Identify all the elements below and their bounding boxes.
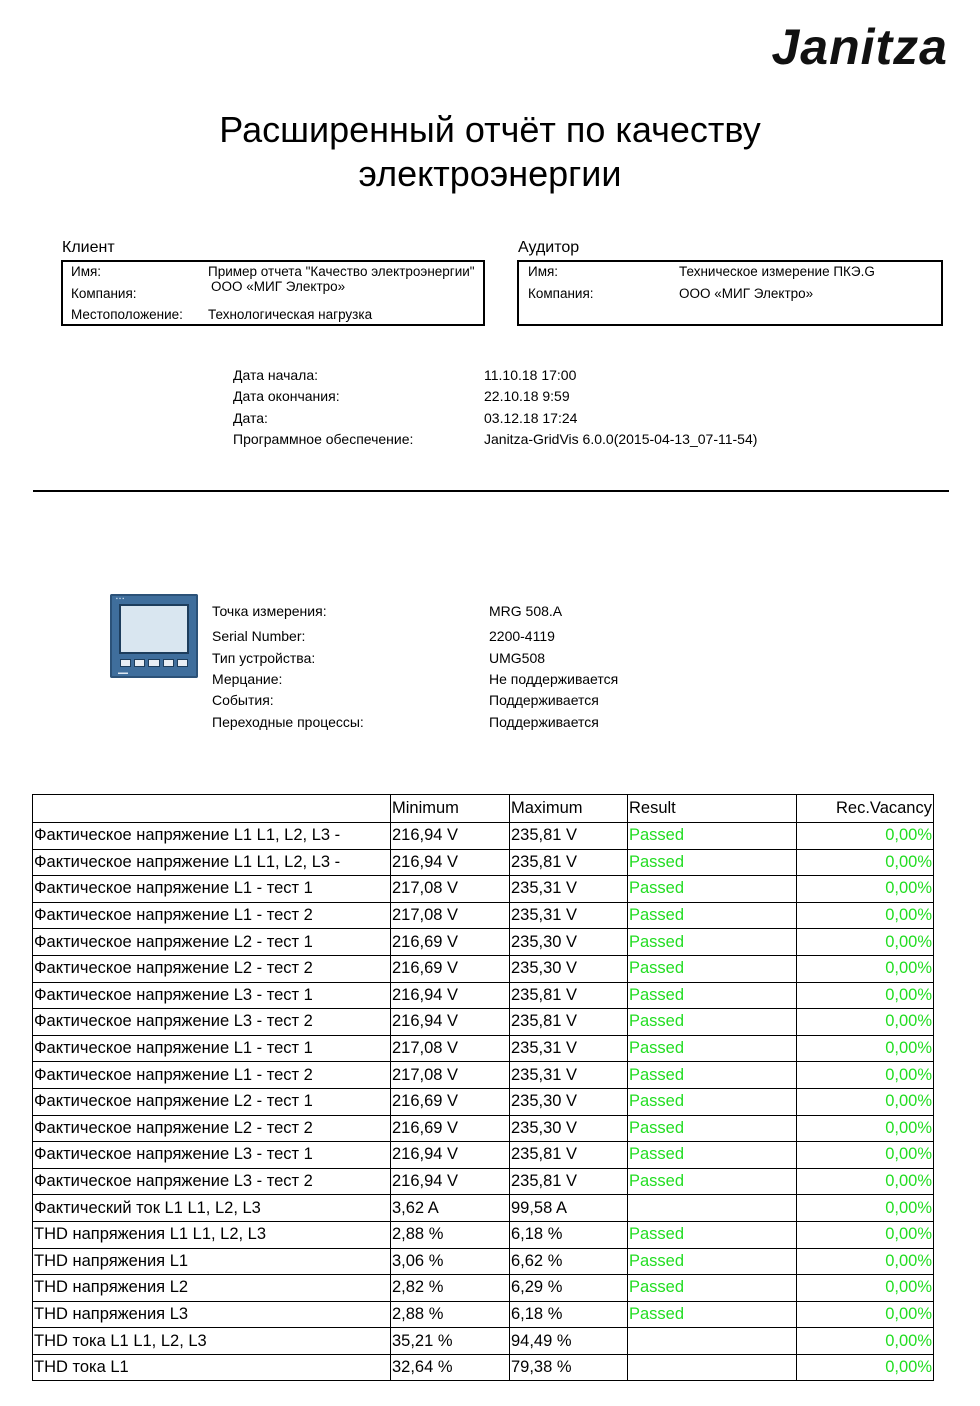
row-maximum: 235,30 V — [510, 1115, 628, 1142]
row-minimum: 32,64 % — [391, 1354, 510, 1381]
client-box — [61, 260, 485, 326]
row-result: Passed — [628, 1275, 797, 1302]
row-minimum: 216,94 V — [391, 982, 510, 1009]
row-minimum: 216,69 V — [391, 955, 510, 982]
row-result: Passed — [628, 955, 797, 982]
software-label: Программное обеспечение: — [233, 431, 414, 447]
measurement-point-label: Точка измерения: — [212, 603, 327, 619]
row-minimum: 35,21 % — [391, 1328, 510, 1355]
row-minimum: 3,62 A — [391, 1195, 510, 1222]
janitza-logo: Janitza — [771, 19, 948, 75]
row-parameter: THD напряжения L2 — [33, 1275, 391, 1302]
device-type-label: Тип устройства: — [212, 650, 316, 666]
row-result: Passed — [628, 982, 797, 1009]
row-maximum: 79,38 % — [510, 1354, 628, 1381]
row-result: Passed — [628, 1301, 797, 1328]
client-location-value: Технологическая нагрузка — [208, 307, 373, 322]
row-result: Passed — [628, 902, 797, 929]
row-result: Passed — [628, 1168, 797, 1195]
serial-number-value: 2200-4119 — [489, 628, 555, 644]
client-location-label: Местоположение: — [71, 307, 183, 322]
row-rec-vacancy: 0,00% — [797, 1275, 934, 1302]
row-minimum: 3,06 % — [391, 1248, 510, 1275]
transients-value: Поддерживается — [489, 714, 599, 730]
client-company-label: Компания: — [71, 286, 137, 301]
row-parameter: Фактическое напряжение L1 - тест 1 — [33, 876, 391, 903]
row-maximum: 6,29 % — [510, 1275, 628, 1302]
device-image — [110, 594, 198, 678]
row-rec-vacancy: 0,00% — [797, 955, 934, 982]
row-result: Passed — [628, 1142, 797, 1169]
row-maximum: 235,31 V — [510, 902, 628, 929]
row-minimum: 2,88 % — [391, 1221, 510, 1248]
row-rec-vacancy: 0,00% — [797, 1168, 934, 1195]
row-parameter: Фактическое напряжение L3 - тест 2 — [33, 1168, 391, 1195]
row-maximum: 235,30 V — [510, 929, 628, 956]
report-date-value: 03.12.18 17:24 — [484, 410, 578, 426]
report-date-label: Дата: — [233, 410, 268, 426]
events-value: Поддерживается — [489, 692, 599, 708]
row-parameter: Фактическое напряжение L1 - тест 1 — [33, 1035, 391, 1062]
table-row — [33, 1035, 934, 1062]
table-row — [33, 1328, 934, 1355]
row-minimum: 216,94 V — [391, 1168, 510, 1195]
row-maximum: 235,81 V — [510, 1168, 628, 1195]
table-header-row — [33, 795, 934, 823]
table-row — [33, 1195, 934, 1222]
divider — [33, 490, 949, 492]
row-rec-vacancy: 0,00% — [797, 1301, 934, 1328]
row-minimum: 216,94 V — [391, 849, 510, 876]
row-result: Passed — [628, 929, 797, 956]
row-minimum: 216,94 V — [391, 823, 510, 850]
row-maximum: 6,18 % — [510, 1301, 628, 1328]
row-maximum: 6,62 % — [510, 1248, 628, 1275]
auditor-section-label: Аудитор — [518, 239, 580, 256]
row-parameter: Фактическое напряжение L2 - тест 1 — [33, 1088, 391, 1115]
row-minimum: 217,08 V — [391, 876, 510, 903]
measurement-point-value: MRG 508.A — [489, 603, 563, 619]
table-row — [33, 902, 934, 929]
row-result: Passed — [628, 823, 797, 850]
auditor-box — [517, 260, 943, 326]
row-result: Passed — [628, 876, 797, 903]
row-maximum: 235,31 V — [510, 1035, 628, 1062]
table-row — [33, 1248, 934, 1275]
row-maximum: 235,81 V — [510, 982, 628, 1009]
row-parameter: Фактическое напряжение L2 - тест 2 — [33, 955, 391, 982]
row-maximum: 235,30 V — [510, 1088, 628, 1115]
table-row — [33, 876, 934, 903]
flicker-label: Мерцание: — [212, 671, 283, 687]
device-buttons — [120, 659, 188, 667]
start-date-value: 11.10.18 17:00 — [484, 367, 577, 383]
table-row — [33, 955, 934, 982]
results-table — [32, 794, 934, 1381]
row-result: Passed — [628, 1088, 797, 1115]
row-result: Passed — [628, 1248, 797, 1275]
row-maximum: 235,31 V — [510, 1062, 628, 1089]
flicker-value: Не поддерживается — [489, 671, 619, 687]
report-title-line2: электроэнергии — [358, 153, 622, 194]
row-minimum: 216,69 V — [391, 1088, 510, 1115]
row-rec-vacancy: 0,00% — [797, 1062, 934, 1089]
table-row — [33, 849, 934, 876]
row-parameter: Фактическое напряжение L1 L1, L2, L3 - — [33, 823, 391, 850]
row-maximum: 99,58 A — [510, 1195, 628, 1222]
table-row — [33, 1062, 934, 1089]
row-parameter: THD напряжения L1 L1, L2, L3 — [33, 1221, 391, 1248]
row-result — [628, 1195, 797, 1222]
table-row — [33, 823, 934, 850]
row-parameter: THD тока L1 L1, L2, L3 — [33, 1328, 391, 1355]
row-rec-vacancy: 0,00% — [797, 1009, 934, 1036]
row-rec-vacancy: 0,00% — [797, 1035, 934, 1062]
row-result — [628, 1328, 797, 1355]
report-title-line1: Расширенный отчёт по качеству — [219, 109, 761, 150]
row-rec-vacancy: 0,00% — [797, 1248, 934, 1275]
row-parameter: Фактический ток L1 L1, L2, L3 — [33, 1195, 391, 1222]
client-company-value: ООО «МИГ Электро» — [211, 279, 346, 294]
row-parameter: THD напряжения L1 — [33, 1248, 391, 1275]
table-row — [33, 1115, 934, 1142]
row-minimum: 2,88 % — [391, 1301, 510, 1328]
row-rec-vacancy: 0,00% — [797, 982, 934, 1009]
header-minimum: Minimum — [391, 795, 510, 823]
row-result: Passed — [628, 1009, 797, 1036]
table-row — [33, 982, 934, 1009]
row-maximum: 235,81 V — [510, 1142, 628, 1169]
row-parameter: Фактическое напряжение L3 - тест 1 — [33, 982, 391, 1009]
row-parameter: Фактическое напряжение L1 - тест 2 — [33, 1062, 391, 1089]
row-result — [628, 1354, 797, 1381]
row-rec-vacancy: 0,00% — [797, 823, 934, 850]
row-maximum: 6,18 % — [510, 1221, 628, 1248]
row-rec-vacancy: 0,00% — [797, 1115, 934, 1142]
start-date-label: Дата начала: — [233, 367, 319, 383]
row-rec-vacancy: 0,00% — [797, 902, 934, 929]
auditor-name-value: Техническое измерение ПКЭ.G — [679, 264, 875, 279]
row-parameter: Фактическое напряжение L3 - тест 1 — [33, 1142, 391, 1169]
row-minimum: 216,69 V — [391, 929, 510, 956]
row-rec-vacancy: 0,00% — [797, 929, 934, 956]
table-row — [33, 1275, 934, 1302]
row-parameter: Фактическое напряжение L1 L1, L2, L3 - — [33, 849, 391, 876]
client-name-value: Пример отчета "Качество электроэнергии" — [208, 264, 475, 279]
row-result: Passed — [628, 849, 797, 876]
table-row — [33, 929, 934, 956]
row-rec-vacancy: 0,00% — [797, 1142, 934, 1169]
row-rec-vacancy: 0,00% — [797, 1195, 934, 1222]
row-minimum: 217,08 V — [391, 1035, 510, 1062]
header-parameter — [33, 795, 391, 823]
row-minimum: 2,82 % — [391, 1275, 510, 1302]
row-rec-vacancy: 0,00% — [797, 876, 934, 903]
table-row — [33, 1168, 934, 1195]
row-maximum: 235,31 V — [510, 876, 628, 903]
row-rec-vacancy: 0,00% — [797, 849, 934, 876]
row-minimum: 216,69 V — [391, 1115, 510, 1142]
table-row — [33, 1301, 934, 1328]
serial-number-label: Serial Number: — [212, 628, 306, 644]
row-minimum: 216,94 V — [391, 1009, 510, 1036]
row-result: Passed — [628, 1221, 797, 1248]
transients-label: Переходные процессы: — [212, 714, 364, 730]
row-parameter: Фактическое напряжение L1 - тест 2 — [33, 902, 391, 929]
row-rec-vacancy: 0,00% — [797, 1354, 934, 1381]
table-row — [33, 1009, 934, 1036]
client-section-label: Клиент — [62, 239, 115, 256]
row-rec-vacancy: 0,00% — [797, 1328, 934, 1355]
row-minimum: 216,94 V — [391, 1142, 510, 1169]
auditor-company-value: ООО «МИГ Электро» — [679, 286, 814, 301]
row-maximum: 235,81 V — [510, 1009, 628, 1036]
row-maximum: 235,30 V — [510, 955, 628, 982]
row-parameter: THD тока L1 — [33, 1354, 391, 1381]
row-result: Passed — [628, 1062, 797, 1089]
table-row — [33, 1088, 934, 1115]
events-label: События: — [212, 692, 274, 708]
row-parameter: Фактическое напряжение L2 - тест 1 — [33, 929, 391, 956]
row-result: Passed — [628, 1115, 797, 1142]
header-rec-vacancy: Rec.Vacancy — [797, 795, 934, 823]
device-top-strip: ▪ ▪ ▪ — [116, 596, 125, 602]
end-date-value: 22.10.18 9:59 — [484, 388, 570, 404]
auditor-name-label: Имя: — [528, 264, 559, 279]
header-maximum: Maximum — [510, 795, 628, 823]
software-value: Janitza-GridVis 6.0.0(2015-04-13_07-11-54) — [484, 431, 758, 447]
client-name-label: Имя: — [71, 264, 102, 279]
row-result: Passed — [628, 1035, 797, 1062]
row-maximum: 235,81 V — [510, 823, 628, 850]
device-screen — [119, 604, 189, 654]
table-row — [33, 1354, 934, 1381]
row-maximum: 235,81 V — [510, 849, 628, 876]
row-maximum: 94,49 % — [510, 1328, 628, 1355]
row-rec-vacancy: 0,00% — [797, 1088, 934, 1115]
row-parameter: Фактическое напряжение L3 - тест 2 — [33, 1009, 391, 1036]
table-row — [33, 1221, 934, 1248]
end-date-label: Дата окончания: — [233, 388, 340, 404]
auditor-company-label: Компания: — [528, 286, 594, 301]
row-parameter: THD напряжения L3 — [33, 1301, 391, 1328]
table-row — [33, 1142, 934, 1169]
device-type-value: UMG508 — [489, 650, 546, 666]
report-title — [0, 108, 980, 196]
row-minimum: 217,08 V — [391, 1062, 510, 1089]
header-result: Result — [628, 795, 797, 823]
row-minimum: 217,08 V — [391, 902, 510, 929]
device-brand-mark: ▬▬ — [118, 670, 128, 676]
row-parameter: Фактическое напряжение L2 - тест 2 — [33, 1115, 391, 1142]
row-rec-vacancy: 0,00% — [797, 1221, 934, 1248]
